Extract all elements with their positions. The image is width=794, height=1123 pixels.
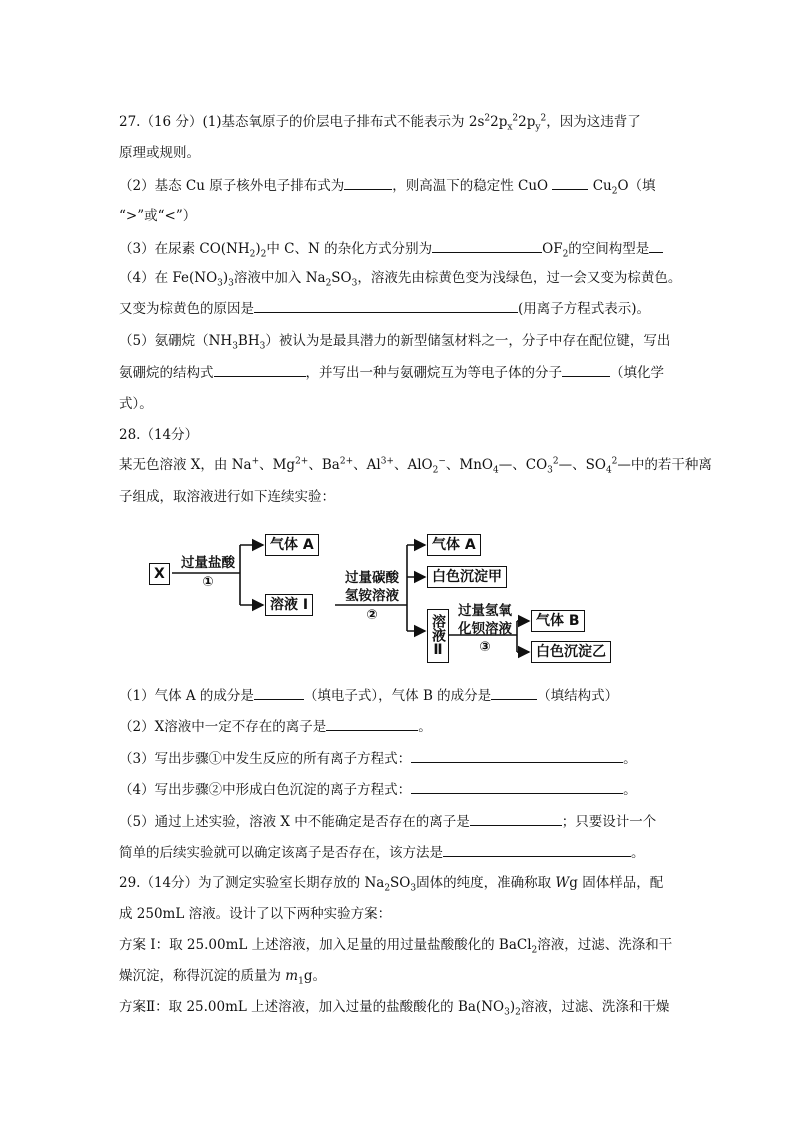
answer-blank[interactable]	[344, 175, 392, 190]
q27-line-1: 27.（16 分）(1)基态氧原子的价层电子排布式不能表示为 $2s^22p_x^22p_y^2$，因为这违背了	[119, 113, 641, 133]
answer-blank[interactable]	[254, 298, 518, 313]
q28-answer-3: （3）写出步骤①中发生反应的所有离子方程式： 。	[119, 748, 637, 769]
q27-line-4: “>”或“<”）	[119, 208, 197, 224]
answer-blank[interactable]	[214, 362, 306, 377]
step-3-label-2: 化钡溶液	[458, 621, 512, 637]
white-precipitate-yi-box: 白色沉淀乙	[531, 641, 611, 663]
solution-i-box: 溶液 I	[265, 594, 313, 616]
q28-answer-5: （5）通过上述实验，溶液 X 中不能确定是否存在的离子是 ；只要设计一个	[119, 811, 656, 832]
step-1-label: 过量盐酸	[181, 555, 235, 571]
answer-blank[interactable]	[552, 175, 588, 190]
answer-blank[interactable]	[491, 685, 537, 700]
q28-heading: 28.（14分）	[119, 427, 199, 443]
answer-blank[interactable]	[649, 238, 663, 253]
step-2-label-1: 过量碳酸	[345, 570, 399, 586]
step-2-number: ②	[366, 607, 378, 623]
answer-blank[interactable]	[470, 811, 562, 826]
solution-x-box: X	[149, 563, 170, 585]
q28-answer-1: （1）气体 A 的成分是 （填电子式），气体 B 的成分是 （填结构式）	[119, 685, 618, 706]
q28-answer-2: （2）X溶液中一定不存在的离子是 。	[119, 716, 432, 737]
q29-line-4: 燥沉淀，称得沉淀的质量为 $m_1g$。	[119, 968, 326, 987]
q28-line-1: 某无色溶液 X，由 Na+、$Mg^{2+}$、$Ba^{2+}$、$Al^{3+}$、AlO$_2$−、MnO$_4$—、$CO_3^2—$、$SO_4^2—$中的若干种离	[119, 456, 712, 476]
q28-answer-6: 简单的后续实验就可以确定该离子是否存在，该方法是 。	[119, 842, 645, 863]
q27-line-2: 原理或规则。	[119, 145, 200, 161]
q27-line-7: 又变为棕黄色的原因是 (用离子方程式表示)。	[119, 298, 650, 319]
q29-line-3: 方案 I：取 25.00mL 上述溶液，加入足量的用过量盐酸酸化的 BaCl$_2$溶液，过滤、洗涤和干	[119, 937, 673, 956]
q27-line-3: （2）基态 Cu 原子核外电子排布式为 ，则高温下的稳定性 CuO $Cu_2O$（填	[119, 175, 656, 196]
q27-line-5: （3）在尿素 $CO(NH_2)_2$中 C、N 的杂化方式分别为 $OF_2$的空间构型是	[119, 238, 663, 259]
white-precipitate-jia-box: 白色沉淀甲	[427, 566, 507, 588]
q29-line-2: 成 250mL 溶液。设计了以下两种实验方案：	[119, 906, 392, 922]
answer-blank[interactable]	[411, 748, 623, 763]
gas-a-box-1: 气体 A	[265, 534, 319, 556]
step-3-label-1: 过量氢氧	[458, 603, 512, 619]
step-3-number: ③	[479, 639, 491, 655]
answer-blank[interactable]	[443, 842, 631, 857]
step-2-label-2: 氢铵溶液	[345, 588, 399, 604]
solution-ii-box: 溶液Ⅱ	[427, 609, 449, 663]
q27-line-8: （5）氨硼烷$(NH_3BH_3)$被认为是最具潜力的新型储氢材料之一，分子中存在配位键，写出	[119, 333, 671, 352]
answer-blank[interactable]	[432, 238, 542, 253]
answer-blank[interactable]	[562, 362, 610, 377]
experiment-flow-diagram	[145, 525, 685, 675]
q29-line-1: 29.（14分）为了测定实验室长期存放的 $Na_2SO_3$固体的纯度，准确称取 Wg 固体样品，配	[119, 875, 664, 894]
gas-a-box-2: 气体 A	[427, 534, 481, 556]
answer-blank[interactable]	[254, 685, 304, 700]
q27-line-10: 式）。	[119, 396, 153, 412]
q28-line-2: 子组成，取溶液进行如下连续实验：	[119, 489, 335, 505]
answer-blank[interactable]	[411, 779, 623, 794]
q29-line-5: 方案Ⅱ：取 25.00mL 上述溶液，加入过量的盐酸酸化的 $Ba(NO_3)_2$溶液，过滤、洗涤和干燥	[119, 999, 670, 1018]
q27-line-9: 氨硼烷的结构式 ，并写出一种与氨硼烷互为等电子体的分子 （填化学	[119, 362, 664, 383]
answer-blank[interactable]	[326, 716, 418, 731]
gas-b-box: 气体 B	[531, 610, 585, 632]
q27-line-6: （4）在 $Fe(NO_3)_3$溶液中加入 $Na_2SO_3$，溶液先由棕黄色变为浅绿色，过一会又变为棕黄色。	[119, 270, 682, 289]
step-1-number: ①	[202, 574, 214, 590]
q28-answer-4: （4）写出步骤②中形成白色沉淀的离子方程式： 。	[119, 779, 637, 800]
